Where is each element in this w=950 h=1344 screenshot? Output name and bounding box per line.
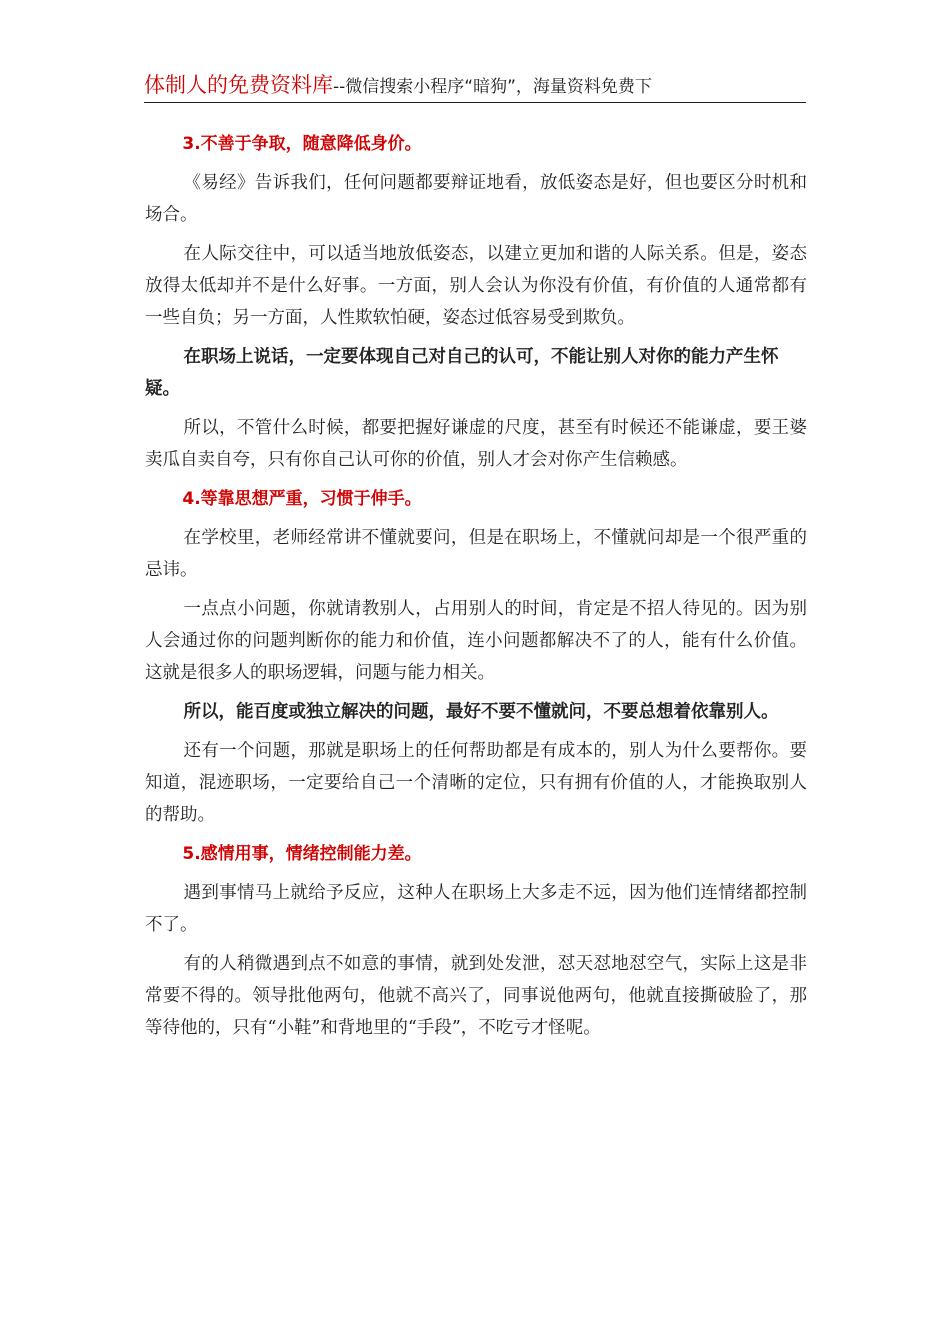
header-tagline: --微信搜索小程序“暗狗”，海量资料免费下: [333, 77, 652, 97]
emphasis-paragraph: 在职场上说话，一定要体现自己对自己的认可，不能让别人对你的能力产生怀疑。: [145, 347, 779, 399]
paragraph: 还有一个问题，那就是职场上的任何帮助都是有成本的，别人为什么要帮你。要知道，混迹职场，一定要给自己一个清晰的定位，只有拥有价值的人，才能换取别人的帮助。: [145, 741, 807, 825]
section-heading-5: 5.感情用事，情绪控制能力差。: [182, 844, 422, 864]
paragraph: 有的人稍微遇到点不如意的事情，就到处发泄，怼天怼地怼空气，实际上这是非常要不得的。领导批他两句，他就不高兴了，同事说他两句，他就直接撕破脸了，那等待他的，只有“小鞋”和背地里的“手段”，不吃亏才怪呢。: [145, 954, 807, 1038]
section-heading-4: 4.等靠思想严重，习惯于伸手。: [182, 489, 422, 509]
article-body: [145, 128, 807, 1051]
paragraph: 在学校里，老师经常讲不懂就要问，但是在职场上，不懂就问却是一个很严重的忌讳。: [145, 528, 807, 580]
paragraph: 遇到事情马上就给予反应，这种人在职场上大多走不远，因为他们连情绪都控制不了。: [145, 883, 807, 935]
paragraph: 所以，不管什么时候，都要把握好谦虚的尺度，甚至有时候还不能谦虚，要王婆卖瓜自卖自夸，只有你自己认可你的价值，别人才会对你产生信赖感。: [145, 418, 807, 470]
page-header: [144, 70, 806, 103]
section-heading-3: 3.不善于争取，随意降低身价。: [182, 134, 422, 154]
emphasis-paragraph: 所以，能百度或独立解决的问题，最好不要不懂就问，不要总想着依靠别人。: [183, 702, 779, 722]
paragraph: 一点点小问题，你就请教别人，占用别人的时间，肯定是不招人待见的。因为别人会通过你的问题判断你的能力和价值，连小问题都解决不了的人，能有什么价值。这就是很多人的职场逻辑，问题与能力相关。: [145, 599, 807, 683]
paragraph: 《易经》告诉我们，任何问题都要辩证地看，放低姿态是好，但也要区分时机和场合。: [145, 173, 807, 225]
paragraph: 在人际交往中，可以适当地放低姿态，以建立更加和谐的人际关系。但是，姿态放得太低却并不是什么好事。一方面，别人会认为你没有价值，有价值的人通常都有一些自负；另一方面，人性欺软怕硬，姿态过低容易受到欺负。: [145, 244, 807, 328]
header-brand: 体制人的免费资料库: [144, 73, 333, 97]
